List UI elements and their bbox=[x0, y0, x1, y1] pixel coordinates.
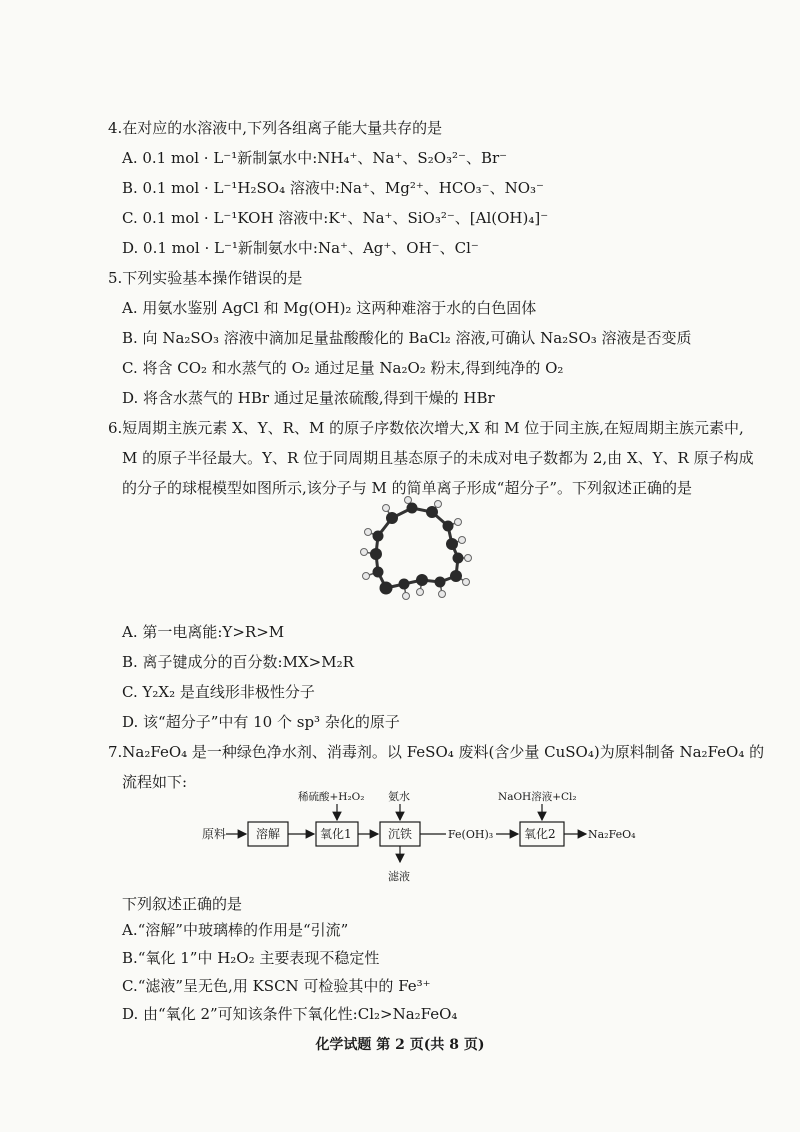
q5-option-b: B. 向 Na₂SO₃ 溶液中滴加足量盐酸酸化的 BaCl₂ 溶液,可确认 Na₂SO₃ 溶液是否变质 bbox=[122, 329, 692, 347]
flow-step3: 沉铁 bbox=[388, 827, 413, 841]
q4-option-b: B. 0.1 mol · L⁻¹H₂SO₄ 溶液中:Na⁺、Mg²⁺、HCO₃⁻、NO₃⁻ bbox=[122, 179, 544, 197]
q4-option-a: A. 0.1 mol · L⁻¹新制氯水中:NH₄⁺、Na⁺、S₂O₃²⁻、Br⁻ bbox=[122, 149, 508, 167]
q7-option-b: B.“氧化 1”中 H₂O₂ 主要表现不稳定性 bbox=[122, 949, 380, 967]
q6-option-b: B. 离子键成分的百分数:MX>M₂R bbox=[122, 653, 354, 671]
q6-option-d: D. 该“超分子”中有 10 个 sp³ 杂化的原子 bbox=[122, 713, 400, 731]
q6-option-c: C. Y₂X₂ 是直线形非极性分子 bbox=[122, 683, 315, 701]
flow-step2: 氧化1 bbox=[320, 827, 352, 841]
q7-option-a: A.“溶解”中玻璃棒的作用是“引流” bbox=[122, 921, 349, 939]
q7-sub-stem: 下列叙述正确的是 bbox=[122, 895, 243, 913]
q5-stem: 5.下列实验基本操作错误的是 bbox=[108, 269, 303, 287]
flow-start: 原料 bbox=[202, 827, 227, 841]
flow-end: Na₂FeO₄ bbox=[588, 828, 636, 841]
flow-reagent2: 稀硫酸+H₂O₂ bbox=[298, 791, 365, 803]
q6-option-a: A. 第一电离能:Y>R>M bbox=[122, 623, 285, 641]
q7-stem-line-2: 流程如下: bbox=[122, 773, 188, 791]
q4-option-d: D. 0.1 mol · L⁻¹新制氨水中:Na⁺、Ag⁺、OH⁻、Cl⁻ bbox=[122, 239, 479, 257]
flow-step1: 溶解 bbox=[256, 827, 281, 841]
q4-stem: 4.在对应的水溶液中,下列各组离子能大量共存的是 bbox=[108, 119, 443, 137]
process-flow-chart bbox=[190, 786, 640, 886]
q6-stem-line-2: M 的原子半径最大。Y、R 位于同周期且基态原子的未成对电子数都为 2,由 X、Y、R 原子构成 bbox=[122, 449, 754, 467]
q5-option-d: D. 将含水蒸气的 HBr 通过足量浓硫酸,得到干燥的 HBr bbox=[122, 389, 495, 407]
q7-stem-line-1: 7.Na₂FeO₄ 是一种绿色净水剂、消毒剂。以 FeSO₄ 废料(含少量 CuSO₄)为原料制备 Na₂FeO₄ 的 bbox=[108, 743, 765, 761]
q5-option-a: A. 用氨水鉴别 AgCl 和 Mg(OH)₂ 这两种难溶于水的白色固体 bbox=[122, 299, 537, 317]
q7-option-c: C.“滤液”呈无色,用 KSCN 可检验其中的 Fe³⁺ bbox=[122, 977, 431, 995]
q7-option-d: D. 由“氧化 2”可知该条件下氧化性:Cl₂>Na₂FeO₄ bbox=[122, 1005, 458, 1023]
q6-stem-line-1: 6.短周期主族元素 X、Y、R、M 的原子序数依次增大,X 和 M 位于同主族,在短周期主族元素中, bbox=[108, 419, 744, 437]
flow-waste: 滤液 bbox=[388, 870, 410, 883]
q6-stem-line-3: 的分子的球棍模型如图所示,该分子与 M 的简单离子形成“超分子”。下列叙述正确的是 bbox=[122, 479, 693, 497]
flow-step4: 氧化2 bbox=[524, 827, 556, 841]
flow-reagent4: NaOH溶液+Cl₂ bbox=[498, 791, 577, 803]
q5-option-c: C. 将含 CO₂ 和水蒸气的 O₂ 通过足量 Na₂O₂ 粉末,得到纯净的 O₂ bbox=[122, 359, 564, 377]
flow-mid: Fe(OH)₃ bbox=[448, 828, 494, 841]
q4-option-c: C. 0.1 mol · L⁻¹KOH 溶液中:K⁺、Na⁺、SiO₃²⁻、[Al(OH)₄]⁻ bbox=[122, 209, 549, 227]
flow-reagent3: 氨水 bbox=[388, 790, 410, 803]
page-footer: 化学试题 第 2 页(共 8 页) bbox=[315, 1037, 485, 1053]
ball-stick-molecule-figure bbox=[340, 496, 490, 608]
